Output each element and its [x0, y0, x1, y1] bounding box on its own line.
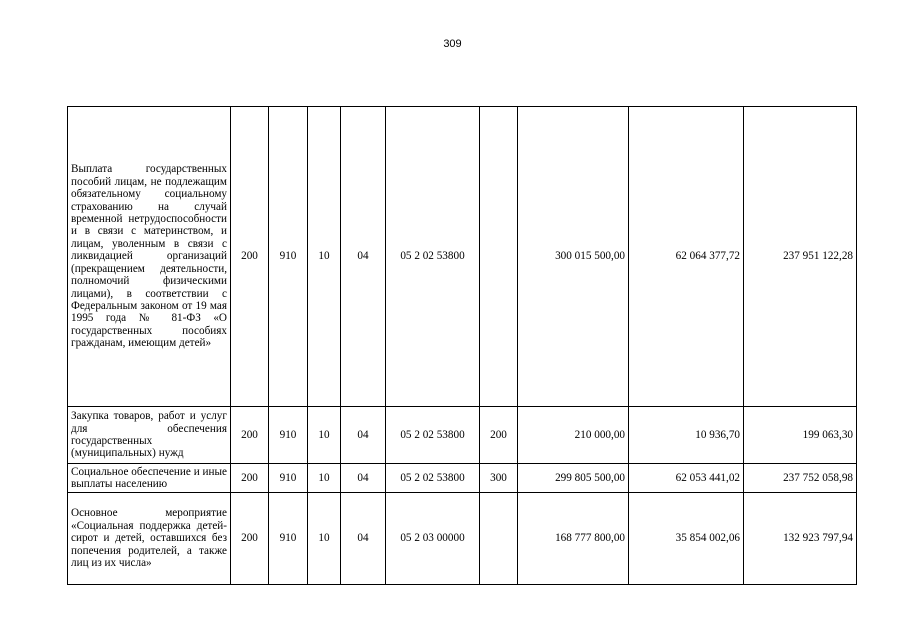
cell-done: 62 064 377,72	[629, 107, 744, 407]
cell-rest: 199 063,30	[744, 407, 857, 464]
row-name: Выплата государственных пособий лицам, не подлежащим обязательному социальному страхованию на случай временной нетрудоспособности и в связи с материнством, и лицам, уволенным в связи с ликвидацией организаций (прекращением деятельности, полномочий физическими лицами), в соответствии с Федеральным законом от 19 мая 1995 года № 81-ФЗ «О государственных пособиях гражданам, имеющим детей»	[68, 107, 231, 407]
cell-c4: 04	[341, 493, 386, 585]
cell-plan: 168 777 800,00	[518, 493, 629, 585]
cell-c3: 10	[308, 407, 341, 464]
cell-code: 05 2 03 00000	[386, 493, 480, 585]
cell-c1: 200	[231, 407, 269, 464]
table-row	[68, 407, 857, 464]
table-row	[68, 493, 857, 585]
cell-vr: 300	[480, 464, 518, 493]
cell-vr	[480, 107, 518, 407]
cell-code: 05 2 02 53800	[386, 107, 480, 407]
cell-plan: 210 000,00	[518, 407, 629, 464]
table-row	[68, 107, 857, 407]
cell-c2: 910	[269, 493, 308, 585]
cell-plan: 300 015 500,00	[518, 107, 629, 407]
cell-plan: 299 805 500,00	[518, 464, 629, 493]
cell-code: 05 2 02 53800	[386, 464, 480, 493]
cell-done: 62 053 441,02	[629, 464, 744, 493]
table-row	[68, 464, 857, 493]
row-name: Основное мероприятие «Социальная поддержка детей-сирот и детей, оставшихся без попечения родителей, а также лиц из их числа»	[68, 493, 231, 585]
cell-done: 35 854 002,06	[629, 493, 744, 585]
cell-c2: 910	[269, 107, 308, 407]
cell-c3: 10	[308, 493, 341, 585]
cell-done: 10 936,70	[629, 407, 744, 464]
cell-rest: 132 923 797,94	[744, 493, 857, 585]
cell-c3: 10	[308, 464, 341, 493]
cell-rest: 237 951 122,28	[744, 107, 857, 407]
budget-table	[67, 106, 857, 585]
cell-c4: 04	[341, 464, 386, 493]
row-name: Закупка товаров, работ и услуг для обеспечения государственных (муниципальных) нужд	[68, 407, 231, 464]
cell-c2: 910	[269, 407, 308, 464]
cell-c3: 10	[308, 107, 341, 407]
cell-c1: 200	[231, 464, 269, 493]
page-number: 309	[443, 38, 462, 50]
cell-c4: 04	[341, 107, 386, 407]
cell-c4: 04	[341, 407, 386, 464]
cell-code: 05 2 02 53800	[386, 407, 480, 464]
cell-c2: 910	[269, 464, 308, 493]
cell-c1: 200	[231, 493, 269, 585]
cell-vr	[480, 493, 518, 585]
cell-rest: 237 752 058,98	[744, 464, 857, 493]
cell-vr: 200	[480, 407, 518, 464]
row-name: Социальное обеспечение и иные выплаты населению	[68, 464, 231, 493]
cell-c1: 200	[231, 107, 269, 407]
